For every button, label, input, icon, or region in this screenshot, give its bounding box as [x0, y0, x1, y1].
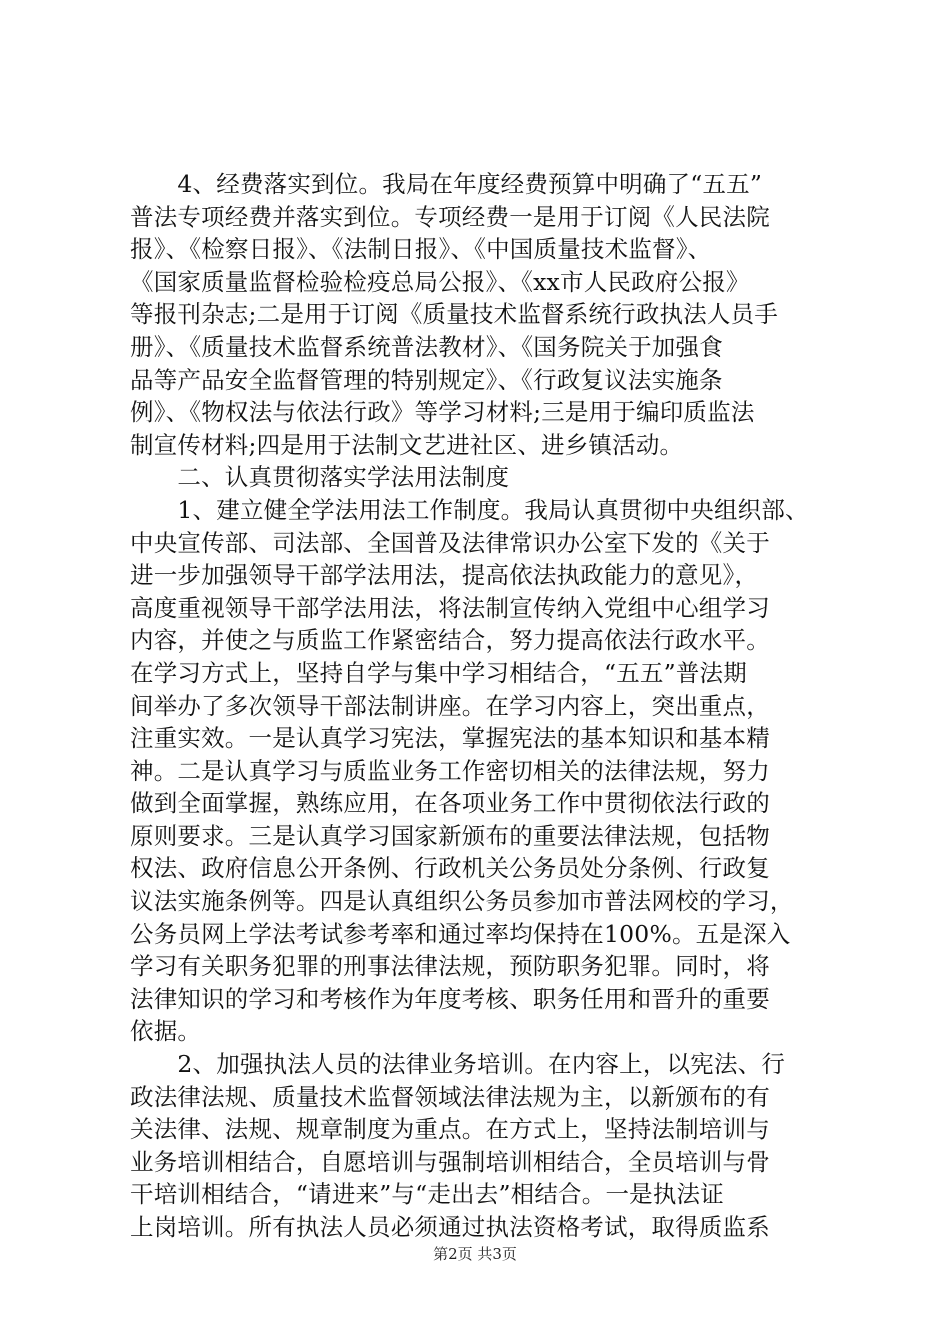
text-line: 4、经费落实到位。我局在年度经费预算中明确了“五五”	[130, 170, 763, 198]
text-line: 1、建立健全学法用法工作制度。我局认真贯彻中央组织部、	[130, 495, 809, 524]
text-line: 上岗培训。所有执法人员必须通过执法资格考试，取得质监系	[130, 1213, 770, 1241]
text-line: 高度重视领导干部学法用法，将法制宣传纳入党组中心组学习	[130, 593, 770, 622]
page-footer: 第2页 共3页	[433, 1245, 517, 1263]
document-body	[130, 168, 830, 1244]
text-line: 普法专项经费并落实到位。专项经费一是用于订阅《人民法院	[130, 202, 770, 231]
text-line: 依据。	[130, 1017, 202, 1046]
text-line: 议法实施条例等。四是认真组织公务员参加市普法网校的学习，	[130, 887, 794, 916]
text-line: 进一步加强领导干部学法用法，提高依法执政能力的意见》，	[130, 561, 759, 590]
text-line: 中央宣传部、司法部、全国普及法律常识办公室下发的《关于	[130, 528, 770, 557]
text-line: 报》、《检察日报》、《法制日报》、《中国质量技术监督》、	[130, 235, 712, 264]
text-line: 制宣传材料;四是用于法制文艺进社区、进乡镇活动。	[130, 430, 684, 459]
text-line: 业务培训相结合，自愿培训与强制培训相结合，全员培训与骨	[130, 1147, 770, 1176]
text-line: 册》、《质量技术监督系统普法教材》、《国务院关于加强食	[130, 332, 723, 361]
text-line: 《国家质量监督检验检疫总局公报》、《xx市人民政府公报》	[130, 267, 750, 296]
text-line: 关法律、法规、规章制度为重点。在方式上，坚持法制培训与	[130, 1115, 770, 1144]
text-line: 干培训相结合，“请进来”与“走出去”相结合。一是执法证	[130, 1180, 724, 1209]
text-line: 二、认真贯彻落实学法用法制度	[130, 463, 510, 492]
text-line: 等报刊杂志;二是用于订阅《质量技术监督系统行政执法人员手	[130, 300, 779, 329]
text-line: 神。二是认真学习与质监业务工作密切相关的法律法规，努力	[130, 756, 770, 785]
text-line: 间举办了多次领导干部法制讲座。在学习内容上，突出重点，	[130, 691, 770, 720]
text-line: 原则要求。三是认真学习国家新颁布的重要法律法规，包括物	[130, 821, 770, 850]
text-line: 2、加强执法人员的法律业务培训。在内容上，以宪法、行	[130, 1050, 786, 1079]
text-line: 例》、《物权法与依法行政》等学习材料;三是用于编印质监法	[130, 398, 755, 427]
text-line: 品等产品安全监督管理的特别规定》、《行政复议法实施条	[130, 365, 723, 394]
text-line: 权法、政府信息公开条例、行政机关公务员处分条例、行政复	[130, 854, 770, 883]
text-line: 政法律法规、质量技术监督领域法律法规为主，以新颁布的有	[130, 1082, 770, 1111]
text-line: 在学习方式上，坚持自学与集中学习相结合，“五五”普法期	[130, 658, 747, 687]
text-line: 公务员网上学法考试参考率和通过率均保持在100%。五是深入	[130, 919, 791, 948]
text-line: 法律知识的学习和考核作为年度考核、职务任用和晋升的重要	[130, 984, 770, 1013]
text-line: 注重实效。一是认真学习宪法，掌握宪法的基本知识和基本精	[130, 724, 770, 753]
text-line: 学习有关职务犯罪的刑事法律法规，预防职务犯罪。同时，将	[130, 952, 770, 981]
text-line: 做到全面掌握，熟练应用，在各项业务工作中贯彻依法行政的	[130, 789, 770, 818]
text-line: 内容，并使之与质监工作紧密结合，努力提高依法行政水平。	[130, 626, 770, 655]
